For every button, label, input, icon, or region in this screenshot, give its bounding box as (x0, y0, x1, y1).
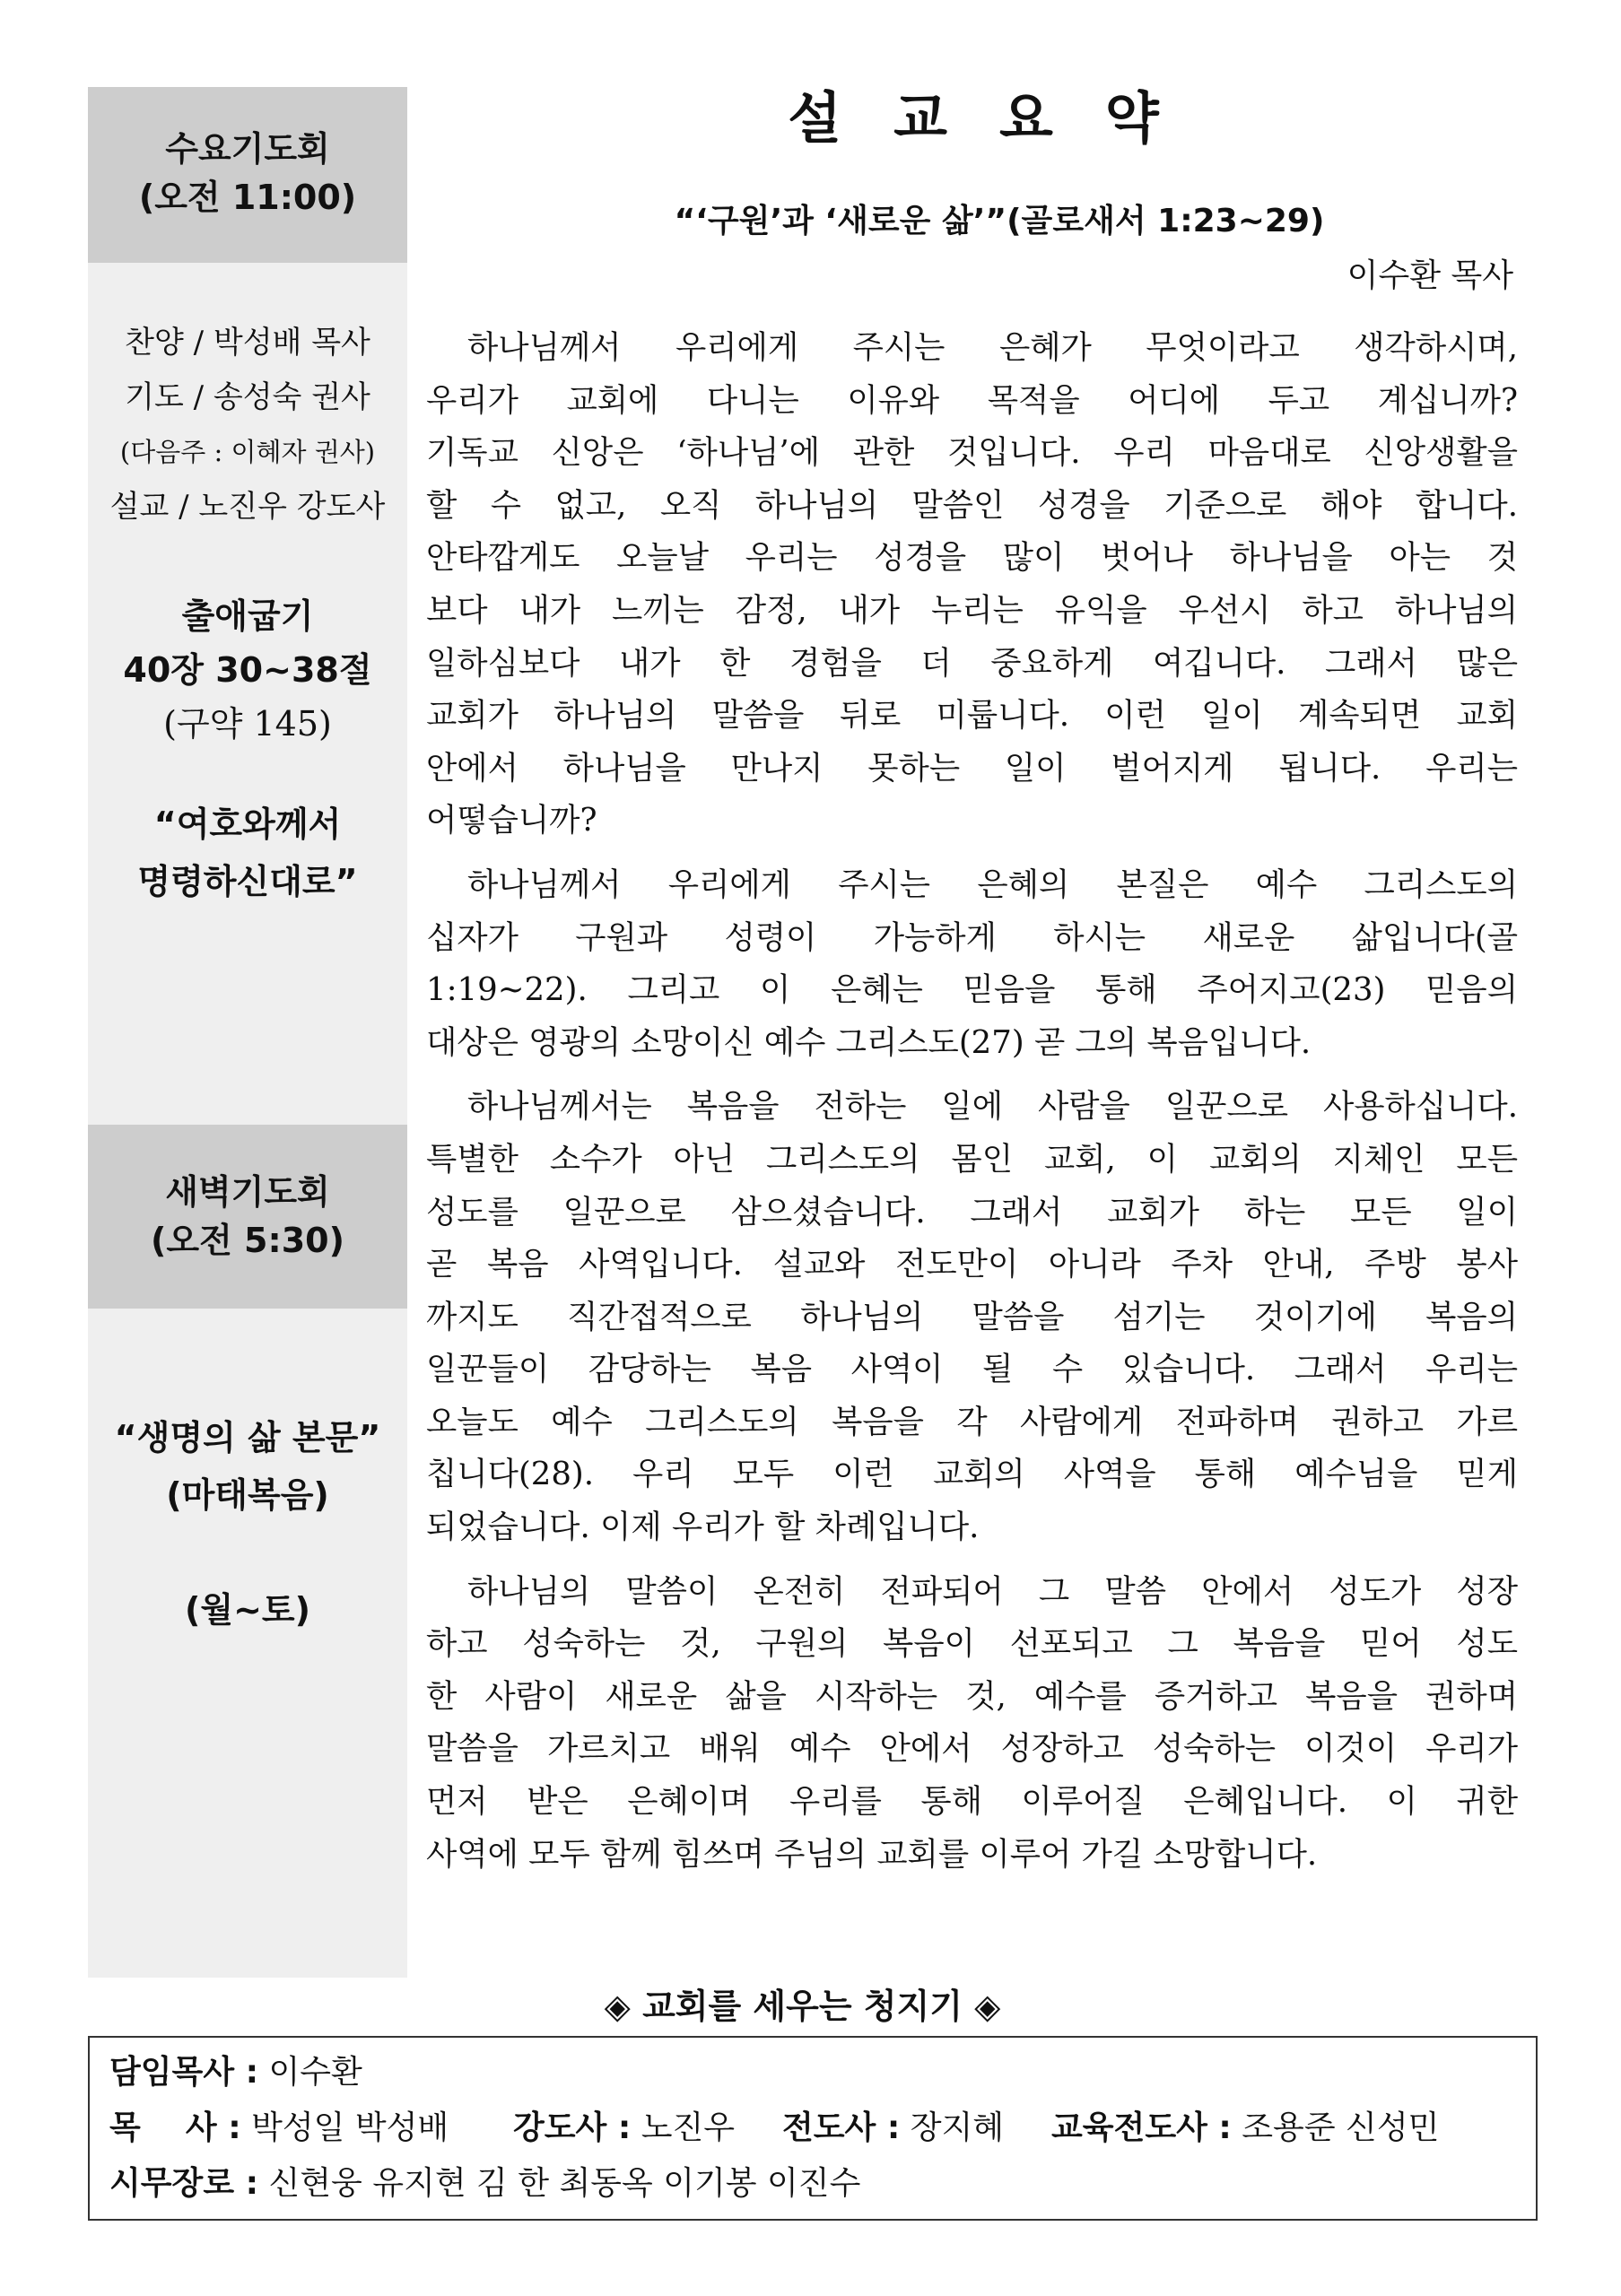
staff-row-elders (109, 2156, 1536, 2212)
staff-row-senior (109, 2045, 1536, 2100)
sermon-theme-line-1: “여호와께서 (153, 804, 342, 844)
sermon-line: 1:19~22). 그리고 이 은혜는 믿음을 통해 주어지고(23) 믿음의 (426, 971, 1518, 1009)
life-text-title: “생명의 삶 본문” (114, 1418, 381, 1457)
senior-pastor-name: 이수환 (268, 2054, 362, 2091)
scripture-book: 출애굽기 (181, 596, 314, 636)
sermon-body (426, 322, 1518, 1892)
sermon-line: 기독교 신앙은 ‘하나님’에 관한 것입니다. 우리 마음대로 신앙생활을 (426, 434, 1518, 472)
pastor-label: 목 사 : (109, 2109, 241, 2146)
sermon-line: 하나님의 말씀이 온전히 전파되어 그 말씀 안에서 성도가 성장 (467, 1572, 1518, 1610)
staff-box (88, 2036, 1538, 2221)
sermon-line: 하나님께서는 복음을 전하는 일에 사람을 일꾼으로 사용하십니다. (467, 1088, 1518, 1126)
sermon-line: 일하심보다 내가 한 경험을 더 중요하게 여깁니다. 그래서 많은 (426, 644, 1518, 682)
preacher-label: 강도사 : (513, 2109, 632, 2146)
edu-evangelist-group (1051, 2100, 1439, 2156)
sermon-line: 성도를 일꾼으로 삼으셨습니다. 그래서 교회가 하는 모든 일이 (426, 1193, 1518, 1231)
staff-row-ministers (109, 2100, 1536, 2156)
elders-label: 시무장로 : (109, 2165, 259, 2202)
sermon-paragraph (426, 1081, 1518, 1553)
senior-pastor-label: 담임목사 : (109, 2054, 259, 2091)
evangelist-group (782, 2100, 1051, 2156)
edu-evangelist-names: 조용준 신성민 (1242, 2109, 1440, 2146)
sermon-line: 먼저 받은 은혜이며 우리를 통해 이루어질 은혜입니다. 이 귀한 (426, 1783, 1518, 1821)
page-title: 설교요약 (788, 85, 1211, 151)
sidebar (88, 87, 407, 1978)
sermon-subtitle: “‘구원’과 ‘새로운 삶’”(골로새서 1:23~29) (674, 203, 1325, 239)
dawn-prayer-title: 새벽기도회 (165, 1172, 330, 1212)
sermon-line: 안에서 하나님을 만나지 못하는 일이 벌어지게 됩니다. 우리는 (426, 749, 1518, 787)
pastor-group (109, 2100, 513, 2156)
sermon-line: 곧 복음 사역입니다. 설교와 전도만이 아니라 주차 안내, 주방 봉사 (426, 1246, 1518, 1283)
sermon-line: 하고 성숙하는 것, 구원의 복음이 선포되고 그 복음을 믿어 성도 (426, 1625, 1518, 1663)
sermon-line: 십자가 구원과 성령이 가능하게 하시는 새로운 삶입니다(골 (426, 918, 1518, 956)
sermon-line: 한 사람이 새로운 삶을 시작하는 것, 예수를 증거하고 복음을 권하며 (426, 1677, 1518, 1715)
service-roles (88, 316, 407, 535)
evangelist-name: 장지혜 (910, 2109, 1005, 2146)
preacher-name: 노진우 (641, 2109, 736, 2146)
pastor-names: 박성일 박성배 (251, 2109, 449, 2146)
sermon-paragraph (426, 859, 1518, 1069)
role-praise: 찬양 / 박성배 목사 (125, 325, 370, 361)
scripture-reference (88, 589, 407, 751)
wednesday-prayer-time: (오전 11:00) (138, 178, 357, 217)
role-next-week: (다음주 : 이혜자 권사) (119, 437, 376, 467)
scripture-page: (구약 145) (163, 704, 332, 744)
life-text-days: (월~토) (185, 1590, 310, 1630)
sermon-line: 특별한 소수가 아닌 그리스도의 몸인 교회, 이 교회의 지체인 모든 (426, 1140, 1518, 1178)
sermon-theme-line-2: 명령하신대로” (137, 862, 358, 901)
role-prayer: 기도 / 송성숙 권사 (125, 379, 370, 415)
sermon-line: 일꾼들이 감당하는 복음 사역이 될 수 있습니다. 그래서 우리는 (426, 1351, 1518, 1388)
sermon-line: 보다 내가 느끼는 감정, 내가 누리는 유익을 우선시 하고 하나님의 (426, 591, 1518, 629)
sermon-line: 까지도 직간접적으로 하나님의 말씀을 섬기는 것이기에 복음의 (426, 1298, 1518, 1335)
sermon-line: 하나님께서 우리에게 주시는 은혜가 무엇이라고 생각하시며, (467, 329, 1518, 366)
spacer (88, 1524, 407, 1581)
sermon-theme (88, 796, 407, 910)
sermon-paragraph (426, 1566, 1518, 1882)
edu-evangelist-label: 교육전도사 : (1051, 2109, 1232, 2146)
elder-names: 신현웅 유지현 김 한 최동옥 이기봉 이진수 (268, 2165, 861, 2202)
preacher-group (513, 2100, 782, 2156)
sermon-line: 할 수 없고, 오직 하나님의 말씀인 성경을 기준으로 해야 합니다. (426, 486, 1518, 524)
sermon-line: 교회가 하나님의 말씀을 뒤로 미룹니다. 이런 일이 계속되면 교회 (426, 697, 1518, 735)
sermon-line: 어떻습니까? (426, 802, 597, 839)
wednesday-prayer-title: 수요기도회 (165, 129, 330, 169)
life-text-block (88, 1409, 407, 1639)
sermon-line: 하나님께서 우리에게 주시는 은혜의 본질은 예수 그리스도의 (467, 865, 1518, 903)
sermon-line: 안타깝게도 오늘날 우리는 성경을 많이 벗어나 하나님을 아는 것 (426, 539, 1518, 577)
scripture-chapter: 40장 30~38절 (123, 650, 372, 690)
wednesday-prayer-header (88, 87, 407, 263)
staff-heading: ◈ 교회를 세우는 청지기 ◈ (604, 1987, 1001, 2026)
evangelist-label: 전도사 : (782, 2109, 901, 2146)
sermon-line: 칩니다(28). 우리 모두 이런 교회의 사역을 통해 예수님을 믿게 (426, 1456, 1518, 1493)
sermon-paragraph (426, 322, 1518, 848)
dawn-prayer-time: (오전 5:30) (151, 1221, 344, 1260)
sermon-author: 이수환 목사 (1346, 257, 1513, 294)
dawn-prayer-header (88, 1125, 407, 1309)
life-text-book: (마태복음) (166, 1475, 329, 1515)
role-sermon: 설교 / 노진우 강도사 (109, 489, 386, 525)
sermon-line: 사역에 모두 함께 힘쓰며 주님의 교회를 이루어 가길 소망합니다. (426, 1835, 1318, 1873)
sermon-line: 되었습니다. 이제 우리가 할 차례입니다. (426, 1509, 980, 1546)
sermon-line: 우리가 교회에 다니는 이유와 목적을 어디에 두고 계십니까? (426, 381, 1518, 419)
sermon-line: 오늘도 예수 그리스도의 복음을 각 사람에게 전파하며 권하고 가르 (426, 1403, 1518, 1440)
sermon-line: 대상은 영광의 소망이신 예수 그리스도(27) 곧 그의 복음입니다. (426, 1023, 1312, 1061)
sermon-line: 말씀을 가르치고 배워 예수 안에서 성장하고 성숙하는 이것이 우리가 (426, 1730, 1518, 1768)
